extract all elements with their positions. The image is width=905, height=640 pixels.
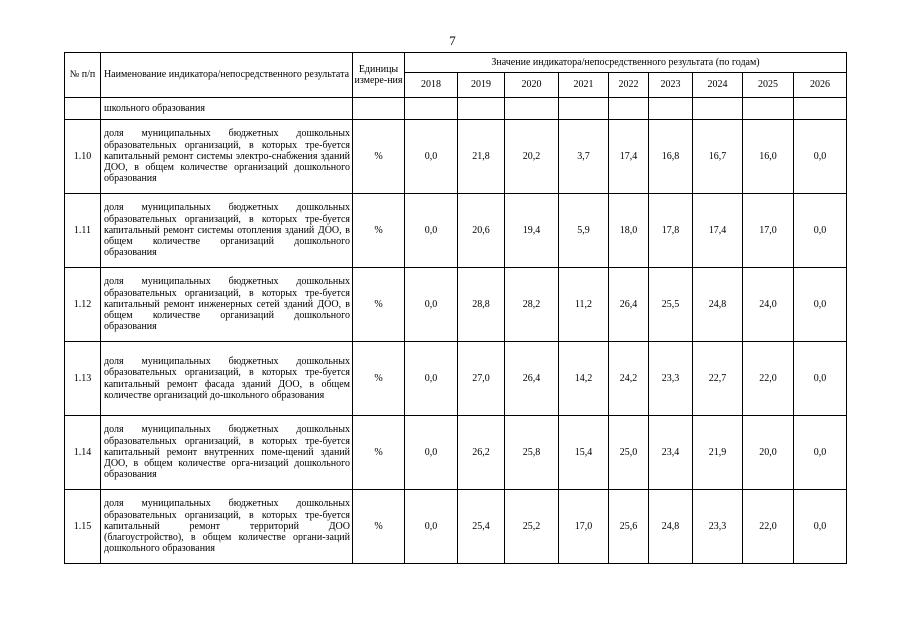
value-cell: 28,8 (458, 268, 505, 342)
page-number: 7 (449, 33, 456, 48)
row-number: 1.15 (65, 490, 101, 564)
indicator-name: доля муниципальных бюджетных дошкольных образовательных организаций, в которых тре-буется капитальный ремонт системы отопления зданий ДОО, в общем количестве организаций дошкольного образования (101, 194, 353, 268)
header-year: 2024 (693, 73, 743, 98)
value-cell: 16,0 (743, 120, 794, 194)
value-cell: 0,0 (794, 490, 847, 564)
value-cell: 22,7 (693, 342, 743, 416)
value-cell: 21,8 (458, 120, 505, 194)
value-cell: 0,0 (794, 342, 847, 416)
value-cell: 24,8 (649, 490, 693, 564)
value-cell: 24,8 (693, 268, 743, 342)
value-cell: 0,0 (794, 416, 847, 490)
value-cell: 26,4 (609, 268, 649, 342)
value-cell: 23,4 (649, 416, 693, 490)
value-cell: 20,0 (743, 416, 794, 490)
indicator-name: доля муниципальных бюджетных дошкольных образовательных организаций, в которых тре-буется капитальный ремонт внутренних поме-щений зданий ДОО, в общем количестве орга-низаций дошкольного образования (101, 416, 353, 490)
value-cell: 27,0 (458, 342, 505, 416)
table-row (65, 120, 847, 194)
value-cell: 24,0 (743, 268, 794, 342)
table-row (65, 342, 847, 416)
header-col-values: Значение индикатора/непосредственного результата (по годам) (405, 53, 847, 73)
continuation-row (65, 98, 847, 120)
unit: % (353, 268, 405, 342)
value-cell: 0,0 (794, 120, 847, 194)
unit: % (353, 120, 405, 194)
value-cell: 20,6 (458, 194, 505, 268)
row-number: 1.14 (65, 416, 101, 490)
indicator-name: доля муниципальных бюджетных дошкольных образовательных организаций, в которых тре-буется капитальный ремонт территорий ДОО (благоустройство), в общем количестве органи-заций дошкольного образования (101, 490, 353, 564)
value-cell: 24,2 (609, 342, 649, 416)
value-cell: 20,2 (505, 120, 559, 194)
value-cell: 19,4 (505, 194, 559, 268)
value-cell: 0,0 (405, 268, 458, 342)
value-cell: 0,0 (405, 120, 458, 194)
value-cell: 5,9 (559, 194, 609, 268)
value-cell: 17,0 (559, 490, 609, 564)
header-year: 2023 (649, 73, 693, 98)
value-cell: 25,5 (649, 268, 693, 342)
value-cell: 0,0 (794, 268, 847, 342)
value-cell: 11,2 (559, 268, 609, 342)
value-cell: 22,0 (743, 490, 794, 564)
indicators-table (64, 52, 847, 564)
value-cell: 16,8 (649, 120, 693, 194)
indicator-name: доля муниципальных бюджетных дошкольных образовательных организаций, в которых тре-буется капитальный ремонт инженерных сетей зданий ДОО, в общем количестве организаций дошкольного образования (101, 268, 353, 342)
row-number: 1.13 (65, 342, 101, 416)
value-cell: 0,0 (405, 194, 458, 268)
header-year: 2020 (505, 73, 559, 98)
unit: % (353, 416, 405, 490)
header-col-unit: Единицы измере-ния (353, 53, 405, 98)
header-year: 2022 (609, 73, 649, 98)
row-number: 1.11 (65, 194, 101, 268)
value-cell: 22,0 (743, 342, 794, 416)
table-row (65, 490, 847, 564)
table-row (65, 416, 847, 490)
unit: % (353, 194, 405, 268)
table-row (65, 268, 847, 342)
header-year: 2019 (458, 73, 505, 98)
value-cell: 17,8 (649, 194, 693, 268)
value-cell: 14,2 (559, 342, 609, 416)
value-cell: 17,0 (743, 194, 794, 268)
value-cell: 26,4 (505, 342, 559, 416)
value-cell: 21,9 (693, 416, 743, 490)
value-cell: 0,0 (794, 194, 847, 268)
value-cell: 3,7 (559, 120, 609, 194)
value-cell: 25,2 (505, 490, 559, 564)
header-year: 2021 (559, 73, 609, 98)
header-year: 2025 (743, 73, 794, 98)
row-number: 1.10 (65, 120, 101, 194)
value-cell: 25,4 (458, 490, 505, 564)
value-cell: 17,4 (693, 194, 743, 268)
value-cell: 18,0 (609, 194, 649, 268)
value-cell: 23,3 (693, 490, 743, 564)
unit: % (353, 342, 405, 416)
value-cell: 17,4 (609, 120, 649, 194)
value-cell: 0,0 (405, 342, 458, 416)
header-year: 2018 (405, 73, 458, 98)
continuation-text: школьного образования (101, 98, 353, 120)
table-row (65, 194, 847, 268)
header-year: 2026 (794, 73, 847, 98)
header-col-name: Наименование индикатора/непосредственного результата (101, 53, 353, 98)
value-cell: 0,0 (405, 416, 458, 490)
unit: % (353, 490, 405, 564)
value-cell: 25,0 (609, 416, 649, 490)
row-number: 1.12 (65, 268, 101, 342)
value-cell: 0,0 (405, 490, 458, 564)
value-cell: 28,2 (505, 268, 559, 342)
indicator-name: доля муниципальных бюджетных дошкольных образовательных организаций, в которых тре-буется капитальный ремонт системы электро-снабжения зданий ДОО, в общем количестве организаций дошкольного образования (101, 120, 353, 194)
value-cell: 15,4 (559, 416, 609, 490)
value-cell: 26,2 (458, 416, 505, 490)
value-cell: 25,8 (505, 416, 559, 490)
indicator-name: доля муниципальных бюджетных дошкольных образовательных организаций, в которых тре-буется капитальный ремонт фасада зданий ДОО, в общем количестве организаций до-школьного образования (101, 342, 353, 416)
value-cell: 25,6 (609, 490, 649, 564)
header-col-num: № п/п (65, 53, 101, 98)
table-body (65, 98, 847, 564)
value-cell: 16,7 (693, 120, 743, 194)
value-cell: 23,3 (649, 342, 693, 416)
